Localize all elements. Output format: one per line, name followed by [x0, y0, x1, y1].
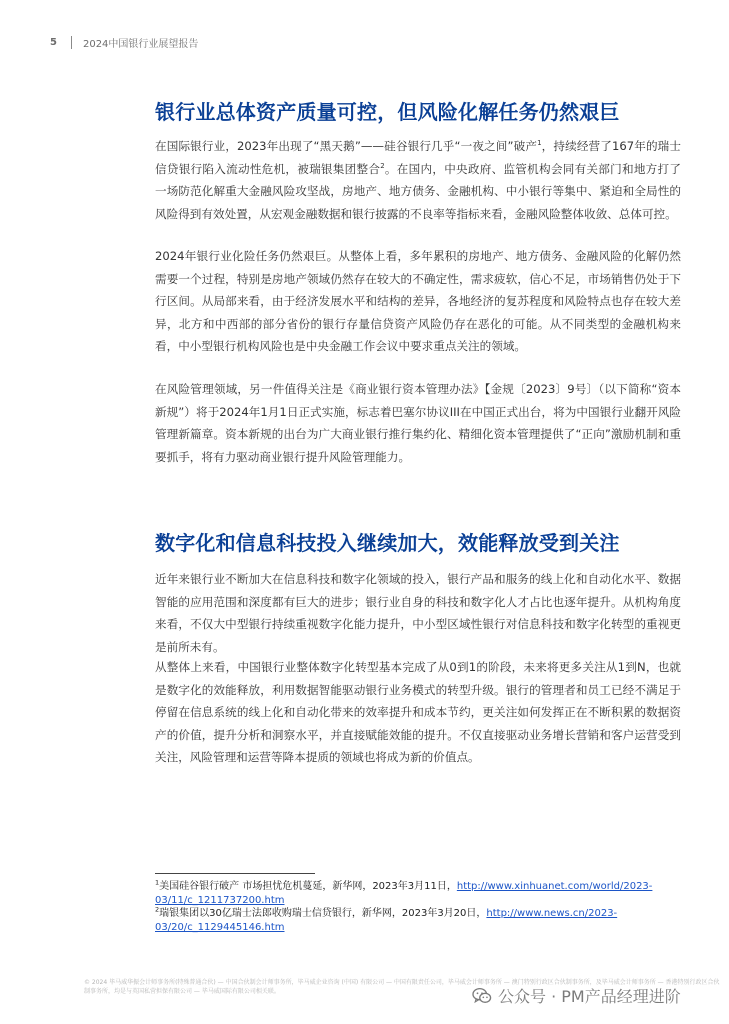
report-title: 2024中国银行业展望报告	[82, 38, 199, 50]
footnote-link[interactable]: http://www.xinhuanet.com/world/2023-03/11/c_1211737200.htm	[155, 881, 653, 906]
paragraph-risk-resolution: 2024年银行业化险任务仍然艰巨。从整体上看，多年累积的房地产、地方债务、金融风险的化解仍然需要一个过程，特别是房地产领域仍然存在较大的不确定性，需求疲软，信心不足，市场销售仍处于下行区间。从局部来看，由于经济发展水平和结构的差异，各地经济的复苏程度和风险特点也存在较大差异，北方和中西部的部分省份的银行存量信贷资产风险仍存在恶化的可能。从不同类型的金融机构来看，中小型银行机构风险也是中央金融工作会议中要求重点关注的领域。	[155, 249, 681, 354]
footnote-2: $^2$瑞银集团以30亿瑞士法郎收购瑞士信贷银行，新华网，2023年3月20日，http://www.news.cn/2023-03/20/c_1129445146.htm	[155, 905, 618, 933]
watermark	[472, 984, 681, 1007]
footnote-link[interactable]: http://www.news.cn/2023-03/20/c_1129445146.htm	[155, 908, 618, 933]
legal-disclaimer: © 2024 毕马威华振会计师事务所(特殊普通合伙) — 中国合伙制会计师事务所，毕马威企业咨询 (中国) 有限公司 — 中国有限责任公司，毕马威会计师事务所 — 澳门特别行政区合伙制事务所，及毕马威会计师事务所 — 香港特别行政区合伙制事务所，均是与英国私营担保有限公司 — 毕马威国际有限公司相关联。	[84, 979, 720, 995]
header-divider	[71, 36, 72, 49]
paragraph-it-investment: 近年来银行业不断加大在信息科技和数字化领域的投入，银行产品和服务的线上化和自动化水平、数据智能的应用范围和深度都有巨大的进步；银行业自身的科技和数字化人才占比也逐年提升。从机构角度来看，不仅大中型银行持续重视数字化能力提升，中小型区域性银行对信息科技和数字化转型的重视更是前所未有。	[155, 572, 681, 654]
footnote-ref[interactable]: 2	[380, 161, 385, 170]
paragraph-capital-rules: 在风险管理领域，另一件值得关注是《商业银行资本管理办法》【金规〔2023〕9号〕（以下简称“资本新规”）将于2024年1月1日正式实施，标志着巴塞尔协议III在中国正式出台，将为中国银行业翻开风险管理新篇章。资本新规的出台为广大商业银行推行集约化、精细化资本管理提供了“正向”激励机制和重要抓手，将有力驱动商业银行提升风险管理能力。	[155, 382, 681, 464]
footnote-divider	[155, 873, 315, 874]
wechat-icon	[472, 987, 492, 1005]
section-heading-asset-quality: 银行业总体资产质量可控，但风险化解任务仍然艰巨	[155, 100, 620, 124]
footnote-ref[interactable]: 1	[537, 139, 542, 148]
footnote-1: $^1$美国硅谷银行破产 市场担忧危机蔓延，新华网，2023年3月11日，http://www.xinhuanet.com/world/2023-03/11/c_1211737200.htm	[155, 878, 653, 906]
watermark-text: 公众号 · PM产品经理进阶	[498, 987, 681, 1006]
footnotes	[155, 880, 665, 934]
page-number: 5	[50, 36, 57, 48]
page-header	[50, 34, 198, 50]
paragraph-international-banking: 在国际银行业，2023年出现了“黑天鹅”——硅谷银行几乎“一夜之间”破产$^1$，持续经营了167年的瑞士信贷银行陷入流动性危机，被瑞银集团整合$^2$。在国内，中央政府、监管机构会同有关部门和地方打了一场防范化解重大金融风险攻坚战，房地产、地方债务、金融机构、中小银行等集中、紧迫和全局性的风险得到有效处置，从宏观金融数据和银行披露的不良率等指标来看，金融风险整体收敛、总体可控。	[155, 139, 681, 221]
paragraph-digital-transformation: 从整体上来看，中国银行业整体数字化转型基本完成了从0到1的阶段，未来将更多关注从1到N，也就是数字化的效能释放，利用数据智能驱动银行业务模式的转型升级。银行的管理者和员工已经不满足于停留在信息系统的线上化和自动化带来的效率提升和成本节约，更关注如何发挥正在不断积累的数据资产的价值，提升分析和洞察水平，并直接赋能效能的提升。不仅直接驱动业务增长营销和客户运营受到关注，风险管理和运营等降本提质的领域也将成为新的价值点。	[155, 660, 681, 765]
section-heading-digitalization: 数字化和信息科技投入继续加大，效能释放受到关注	[155, 531, 620, 555]
